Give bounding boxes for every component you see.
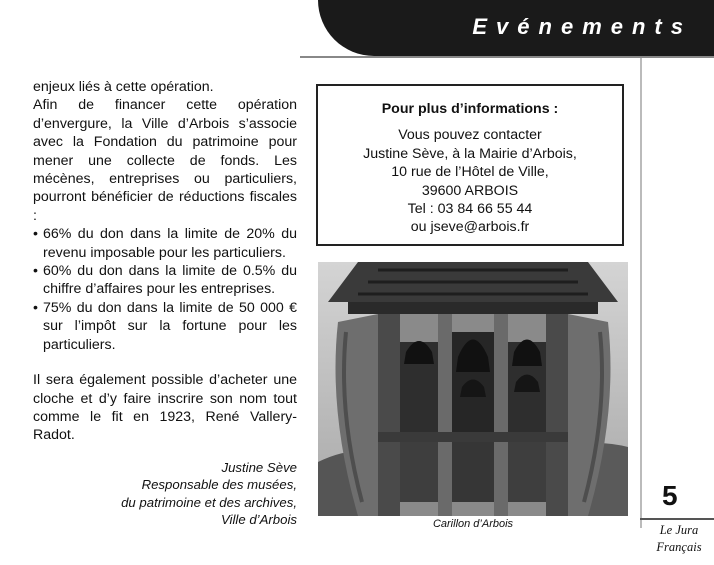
list-item: • 66% du don dans la limite de 20% du revenu imposable pour les particuliers.	[33, 226, 297, 261]
section-header-band	[318, 0, 714, 56]
footer-divider	[640, 518, 714, 520]
signature-role: Responsable des musées,	[141, 477, 297, 493]
closing-paragraph: Il sera également possible d’acheter une cloche et d’y faire inscrire son nom tout comme le fit en 1923, René Vallery-Radot.	[33, 372, 297, 444]
article-column	[33, 78, 297, 529]
publication-brand: Le Jura Français	[656, 523, 702, 554]
info-line: Justine Sève, à la Mairie d’Arbois,	[363, 145, 577, 162]
margin-divider	[640, 58, 642, 528]
info-phone: Tel : 03 84 66 55 44	[407, 201, 533, 218]
contact-info-box	[316, 84, 624, 246]
bullet-icon: •	[33, 299, 38, 316]
section-title: Evénements	[472, 14, 692, 39]
info-email: ou jseve@arbois.fr	[410, 219, 530, 236]
signature-name: Justine Sève	[221, 459, 297, 475]
article-paragraph: enjeux liés à cette opération.	[33, 79, 214, 95]
signature-block	[33, 459, 297, 529]
list-item: • 75% du don dans la limite de 50 000 € sur l’impôt sur la fortune pour les particuliers.	[33, 299, 297, 353]
info-line: 39600 ARBOIS	[421, 182, 519, 199]
info-line: Vous pouvez contacter	[398, 127, 542, 144]
header-divider	[300, 56, 714, 58]
article-paragraph: Afin de financer cette opération d’envergure, la Ville d’Arbois s’associe avec la Fondation du patrimoine pour mener une collecte de fonds. Les mécènes, entreprises ou particuliers, pourront bénéficier de réductions fiscales :	[33, 97, 297, 224]
page-number: 5	[662, 480, 678, 511]
list-item: • 60% du don dans la limite de 0.5% du chiffre d’affaires pour les entreprises.	[33, 263, 297, 298]
tax-benefits-list	[33, 225, 297, 354]
info-line: 10 rue de l’Hôtel de Ville,	[391, 164, 549, 181]
photo-caption: Carillon d’Arbois	[432, 518, 514, 530]
bullet-icon: •	[33, 226, 38, 243]
carillon-illustration	[318, 262, 628, 516]
info-box-title: Pour plus d’informations :	[381, 101, 559, 117]
signature-org: Ville d’Arbois	[221, 512, 297, 528]
signature-role: du patrimoine et des archives,	[121, 494, 297, 510]
carillon-photo	[318, 262, 628, 516]
bullet-icon: •	[33, 263, 38, 280]
